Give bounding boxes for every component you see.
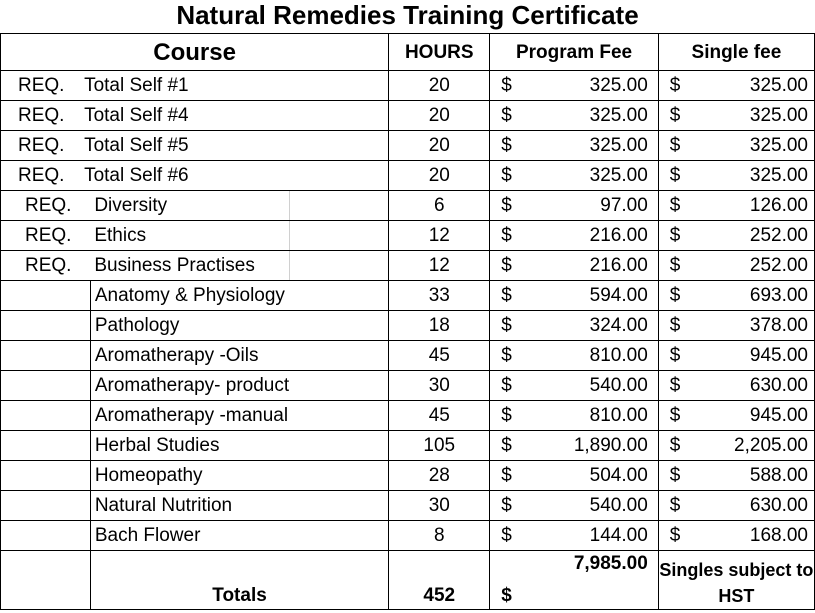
single-fee-cell — [658, 341, 814, 371]
single-fee-amount: 630.00 — [749, 375, 808, 396]
table-row — [1, 161, 815, 191]
table-row — [1, 371, 815, 401]
single-fee-amount: 945.00 — [749, 405, 808, 426]
single-fee-amount: 630.00 — [749, 495, 808, 516]
course-name: Homeopathy — [90, 461, 289, 491]
table-row — [1, 341, 815, 371]
course-name-spacer — [289, 521, 389, 551]
course-name: Diversity — [90, 191, 289, 221]
program-fee-cell — [490, 371, 659, 401]
currency-symbol: $ — [669, 165, 681, 186]
currency-symbol: $ — [669, 315, 681, 336]
currency-symbol: $ — [669, 255, 681, 276]
table-row — [1, 251, 815, 281]
hours-cell: 105 — [389, 431, 490, 461]
course-name: Total Self #4 — [84, 101, 389, 131]
currency-symbol: $ — [501, 345, 512, 366]
totals-blank — [1, 551, 91, 610]
req-label: REQ. — [1, 191, 91, 221]
currency-symbol: $ — [501, 75, 512, 96]
total-program-fee-cell — [490, 551, 659, 610]
req-label — [1, 461, 91, 491]
currency-symbol: $ — [501, 405, 512, 426]
table-row — [1, 131, 815, 161]
single-fee-cell — [658, 491, 814, 521]
req-label — [1, 371, 91, 401]
program-fee-amount: 540.00 — [589, 495, 648, 516]
currency-symbol: $ — [501, 135, 512, 156]
single-fee-amount: 693.00 — [749, 285, 808, 306]
single-fee-cell — [658, 461, 814, 491]
course-name: Ethics — [90, 221, 289, 251]
single-fee-cell — [658, 191, 814, 221]
program-fee-amount: 324.00 — [589, 315, 648, 336]
course-name-spacer — [289, 191, 389, 221]
req-label — [1, 431, 91, 461]
hours-cell: 33 — [389, 281, 490, 311]
req-label — [1, 281, 91, 311]
course-name: Bach Flower — [90, 521, 289, 551]
currency-symbol: $ — [669, 405, 681, 426]
currency-symbol: $ — [501, 585, 512, 606]
program-fee-cell — [490, 221, 659, 251]
total-program-fee: 7,985.00 — [573, 553, 648, 574]
hours-cell: 45 — [389, 341, 490, 371]
single-fee-cell — [658, 401, 814, 431]
header-row — [1, 34, 815, 71]
currency-symbol: $ — [501, 255, 512, 276]
single-fee-amount: 588.00 — [749, 465, 808, 486]
course-name: Herbal Studies — [90, 431, 289, 461]
single-fee-cell — [658, 431, 814, 461]
currency-symbol: $ — [669, 525, 681, 546]
currency-symbol: $ — [669, 285, 681, 306]
program-fee-cell — [490, 491, 659, 521]
course-name-spacer — [289, 491, 389, 521]
course-name: Total Self #6 — [84, 161, 389, 191]
single-fee-amount: 168.00 — [749, 525, 808, 546]
program-fee-amount: 325.00 — [589, 165, 648, 186]
req-label — [1, 401, 91, 431]
course-name-spacer — [289, 311, 389, 341]
hours-cell: 20 — [389, 161, 490, 191]
program-fee-amount: 325.00 — [589, 75, 648, 96]
single-fee-cell — [658, 281, 814, 311]
program-fee-amount: 504.00 — [589, 465, 648, 486]
course-name-spacer — [289, 221, 389, 251]
currency-symbol: $ — [501, 435, 512, 456]
currency-symbol: $ — [669, 465, 681, 486]
course-name-spacer — [289, 401, 389, 431]
req-label: REQ. — [1, 131, 85, 161]
course-name: Total Self #1 — [84, 71, 389, 101]
program-fee-cell — [490, 281, 659, 311]
course-name-spacer — [289, 431, 389, 461]
page-title: Natural Remedies Training Certificate — [176, 0, 639, 30]
certificate-table — [0, 33, 815, 610]
program-fee-cell — [490, 401, 659, 431]
single-fee-cell — [658, 71, 814, 101]
single-fee-amount: 325.00 — [749, 75, 808, 96]
hours-cell: 6 — [389, 191, 490, 221]
single-fee-amount: 325.00 — [749, 105, 808, 126]
hst-note: Singles subject to HST — [658, 551, 814, 610]
currency-symbol: $ — [501, 285, 512, 306]
req-label: REQ. — [1, 221, 91, 251]
single-fee-cell — [658, 521, 814, 551]
currency-symbol: $ — [501, 165, 512, 186]
program-fee-amount: 97.00 — [600, 195, 648, 216]
course-name: Aromatherapy -manual — [90, 401, 289, 431]
table-row — [1, 191, 815, 221]
table-row — [1, 401, 815, 431]
course-name-spacer — [289, 251, 389, 281]
course-name: Aromatherapy- product — [90, 371, 289, 401]
program-fee-cell — [490, 161, 659, 191]
program-fee-cell — [490, 311, 659, 341]
currency-symbol: $ — [669, 495, 681, 516]
hours-cell: 20 — [389, 101, 490, 131]
req-label: REQ. — [1, 251, 91, 281]
course-name: Aromatherapy -Oils — [90, 341, 289, 371]
req-label — [1, 311, 91, 341]
currency-symbol: $ — [669, 105, 681, 126]
table-row — [1, 281, 815, 311]
hours-cell: 30 — [389, 371, 490, 401]
currency-symbol: $ — [501, 105, 512, 126]
course-name: Pathology — [90, 311, 289, 341]
course-name: Total Self #5 — [84, 131, 389, 161]
currency-symbol: $ — [501, 495, 512, 516]
hours-cell: 20 — [389, 71, 490, 101]
program-fee-amount: 325.00 — [589, 135, 648, 156]
currency-symbol: $ — [501, 195, 512, 216]
currency-symbol: $ — [501, 525, 512, 546]
program-fee-cell — [490, 71, 659, 101]
table-row — [1, 221, 815, 251]
program-fee-amount: 810.00 — [589, 345, 648, 366]
program-fee-cell — [490, 251, 659, 281]
req-label: REQ. — [1, 101, 85, 131]
course-name-spacer — [289, 371, 389, 401]
currency-symbol: $ — [501, 315, 512, 336]
single-fee-amount: 2,205.00 — [734, 435, 808, 456]
single-fee-amount: 325.00 — [749, 135, 808, 156]
program-fee-amount: 216.00 — [589, 225, 648, 246]
table-row — [1, 101, 815, 131]
currency-symbol: $ — [669, 345, 681, 366]
table-row — [1, 431, 815, 461]
single-fee-cell — [658, 311, 814, 341]
program-fee-amount: 594.00 — [589, 285, 648, 306]
single-fee-cell — [658, 221, 814, 251]
single-fee-amount: 252.00 — [749, 255, 808, 276]
single-fee-amount: 378.00 — [749, 315, 808, 336]
hours-cell: 30 — [389, 491, 490, 521]
course-name: Natural Nutrition — [90, 491, 289, 521]
currency-symbol: $ — [669, 435, 681, 456]
program-fee-amount: 1,890.00 — [573, 435, 648, 456]
table-row — [1, 311, 815, 341]
req-label — [1, 521, 91, 551]
hours-cell: 8 — [389, 521, 490, 551]
hours-cell: 45 — [389, 401, 490, 431]
single-fee-header: Single fee — [658, 34, 814, 71]
program-fee-amount: 144.00 — [589, 525, 648, 546]
program-fee-cell — [490, 341, 659, 371]
currency-symbol: $ — [669, 225, 681, 246]
hours-cell: 20 — [389, 131, 490, 161]
course-name-spacer — [289, 341, 389, 371]
table-row — [1, 71, 815, 101]
single-fee-cell — [658, 251, 814, 281]
single-fee-cell — [658, 101, 814, 131]
program-fee-amount: 540.00 — [589, 375, 648, 396]
currency-symbol: $ — [669, 375, 681, 396]
hours-cell: 12 — [389, 251, 490, 281]
currency-symbol: $ — [501, 225, 512, 246]
course-name: Anatomy & Physiology — [90, 281, 289, 311]
program-fee-header: Program Fee — [490, 34, 659, 71]
single-fee-amount: 126.00 — [749, 195, 808, 216]
hours-header: HOURS — [389, 34, 490, 71]
single-fee-amount: 325.00 — [749, 165, 808, 186]
course-name: Business Practises — [90, 251, 289, 281]
hours-cell: 12 — [389, 221, 490, 251]
single-fee-cell — [658, 371, 814, 401]
program-fee-cell — [490, 521, 659, 551]
currency-symbol: $ — [669, 75, 681, 96]
hours-cell: 18 — [389, 311, 490, 341]
program-fee-amount: 325.00 — [589, 105, 648, 126]
req-label — [1, 341, 91, 371]
currency-symbol: $ — [501, 465, 512, 486]
course-name-spacer — [289, 461, 389, 491]
course-name-spacer — [289, 281, 389, 311]
single-fee-amount: 252.00 — [749, 225, 808, 246]
table-row — [1, 491, 815, 521]
totals-label: Totals — [90, 551, 388, 610]
program-fee-cell — [490, 131, 659, 161]
course-header: Course — [1, 34, 389, 71]
table-row — [1, 521, 815, 551]
currency-symbol: $ — [669, 195, 681, 216]
req-label: REQ. — [1, 71, 85, 101]
total-hours: 452 — [389, 551, 490, 610]
single-fee-cell — [658, 161, 814, 191]
single-fee-cell — [658, 131, 814, 161]
program-fee-amount: 216.00 — [589, 255, 648, 276]
program-fee-cell — [490, 101, 659, 131]
currency-symbol: $ — [669, 135, 681, 156]
program-fee-cell — [490, 461, 659, 491]
req-label: REQ. — [1, 161, 85, 191]
req-label — [1, 491, 91, 521]
program-fee-cell — [490, 431, 659, 461]
program-fee-amount: 810.00 — [589, 405, 648, 426]
program-fee-cell — [490, 191, 659, 221]
hours-cell: 28 — [389, 461, 490, 491]
currency-symbol: $ — [501, 375, 512, 396]
totals-row — [1, 551, 815, 610]
table-row — [1, 461, 815, 491]
single-fee-amount: 945.00 — [749, 345, 808, 366]
